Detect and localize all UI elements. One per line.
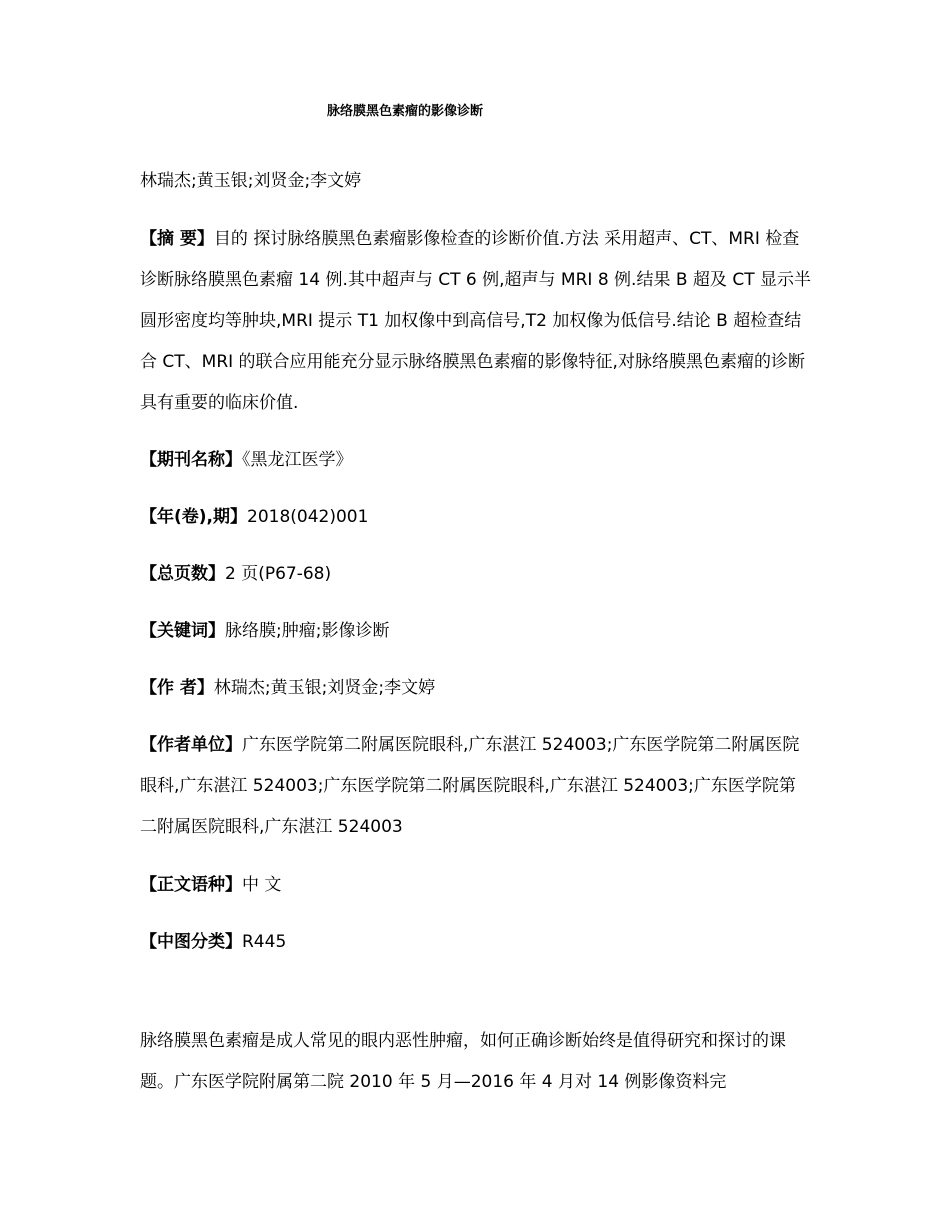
page-count-field	[140, 554, 812, 595]
classification-value: R445	[242, 932, 287, 952]
body-paragraph: 脉络膜黑色素瘤是成人常见的眼内恶性肿瘤，如何正确诊断始终是值得研究和探讨的课题。广东医学院附属第二院 2010 年 5 月—2016 年 4 月对 14 例影像资料完	[140, 1031, 786, 1092]
abstract-section	[140, 219, 812, 424]
affiliation-label: 【作者单位】	[140, 735, 242, 755]
journal-label: 【期刊名称】	[140, 450, 242, 470]
journal-field	[140, 440, 812, 481]
journal-value: 《黑龙江医学》	[242, 450, 353, 470]
pages-label: 【总页数】	[140, 564, 225, 584]
language-label: 【正文语种】	[140, 875, 242, 895]
classification-field	[140, 922, 812, 963]
author-field	[140, 668, 812, 709]
keywords-label: 【关键词】	[140, 621, 225, 641]
classification-label: 【中图分类】	[140, 932, 242, 952]
keywords-value: 脉络膜;肿瘤;影像诊断	[225, 621, 390, 641]
affiliation-value: 广东医学院第二附属医院眼科,广东湛江 524003;广东医学院第二附属医院眼科,广东湛江 524003;广东医学院第二附属医院眼科,广东湛江 524003;广东医学院第二附属医院眼科,广东湛江 524003	[140, 735, 800, 837]
author-label: 【作 者】	[140, 678, 214, 698]
year-value: 2018(042)001	[247, 507, 369, 527]
keywords-field	[140, 611, 812, 652]
document-title: 脉络膜黑色素瘤的影像诊断	[327, 104, 484, 119]
year-label: 【年(卷),期】	[140, 507, 247, 527]
authors-line: 林瑞杰;黄玉银;刘贤金;李文婷	[140, 171, 362, 191]
year-volume-issue-field	[140, 497, 812, 538]
pages-value: 2 页(P67-68)	[225, 564, 332, 584]
affiliation-field	[140, 725, 812, 848]
abstract-label: 【摘 要】	[140, 229, 214, 249]
language-value: 中 文	[242, 875, 282, 895]
language-field	[140, 865, 812, 906]
author-value: 林瑞杰;黄玉银;刘贤金;李文婷	[213, 678, 436, 698]
abstract-text: 目的 探讨脉络膜黑色素瘤影像检查的诊断价值.方法 采用超声、CT、MRI 检查诊断脉络膜黑色素瘤 14 例.其中超声与 CT 6 例,超声与 MRI 8 例.结果 B 超及 CT 显示半圆形密度均等肿块,MRI 提示 T1 加权像中到高信号,T2 加权像为低信号.结论 B 超检查结合 CT、MRI 的联合应用能充分显示脉络膜黑色素瘤的影像特征,对脉络膜黑色素瘤的诊断具有重要的临床价值.	[140, 229, 811, 413]
